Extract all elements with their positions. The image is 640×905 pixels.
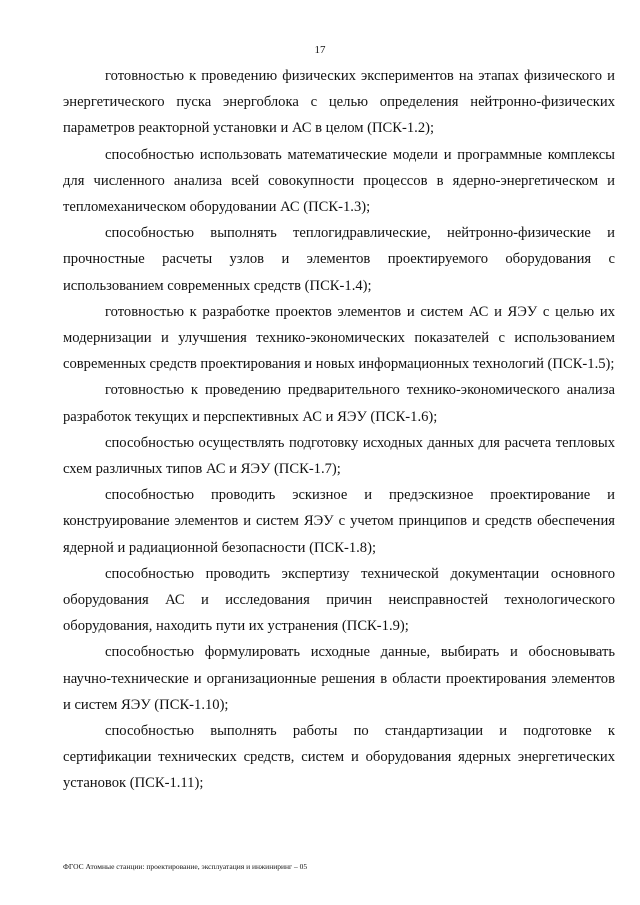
page-footer: ФГОС Атомные станции: проектирование, эксплуатация и инжиниринг – 05	[63, 862, 308, 871]
paragraph-psk-1-7: способностью осуществлять подготовку исходных данных для расчета тепловых схем различных типов АС и ЯЭУ (ПСК-1.7);	[63, 434, 615, 478]
paragraph-psk-1-10: способностью формулировать исходные данные, выбирать и обосновывать научно-технические и организационные решения в области проектирования элементов и систем ЯЭУ (ПСК-1.10);	[63, 644, 615, 713]
paragraph-psk-1-5: готовностью к разработке проектов элементов и систем АС и ЯЭУ с целью их модернизации и улучшения технико-экономических показателей с использованием современных средств проектирования и новых информационных технологий (ПСК-1.5);	[63, 303, 615, 373]
paragraph-psk-1-2: готовностью к проведению физических экспериментов на этапах физического и энергетического пуска энергоблока с целью определения нейтронно-физических параметров реакторной установки и АС в целом (ПСК-1.2);	[63, 68, 615, 137]
paragraph-psk-1-6: готовностью к проведению предварительного технико-экономического анализа разработок текущих и перспективных АС и ЯЭУ (ПСК-1.6);	[63, 382, 615, 425]
paragraph-psk-1-3: способностью использовать математические модели и программные комплексы для численного анализа всей совокупности процессов в ядерно-энергетическом и тепломеханическом оборудовании АС (ПСК-1.3);	[63, 146, 615, 216]
paragraph-psk-1-9: способностью проводить экспертизу технической документации основного оборудования АС и исследования причин неисправностей технологического оборудования, находить пути их устранения (ПСК-1.9);	[63, 565, 615, 635]
paragraph-psk-1-8: способностью проводить эскизное и предэскизное проектирование и конструирование элементов и систем ЯЭУ с учетом принципов и средств обеспечения ядерной и радиационной безопасности (ПСК-1.8);	[63, 487, 615, 556]
paragraph-psk-1-11: способностью выполнять работы по стандартизации и подготовке к сертификации технических средств, систем и оборудования ядерных энергетических установок (ПСК-1.11);	[63, 723, 615, 792]
page-number: 17	[314, 44, 326, 56]
paragraph-psk-1-4: способностью выполнять теплогидравлические, нейтронно-физические и прочностные расчеты узлов и элементов проектируемого оборудования с использованием современных средств (ПСК-1.4);	[63, 225, 615, 294]
document-body	[63, 63, 615, 797]
